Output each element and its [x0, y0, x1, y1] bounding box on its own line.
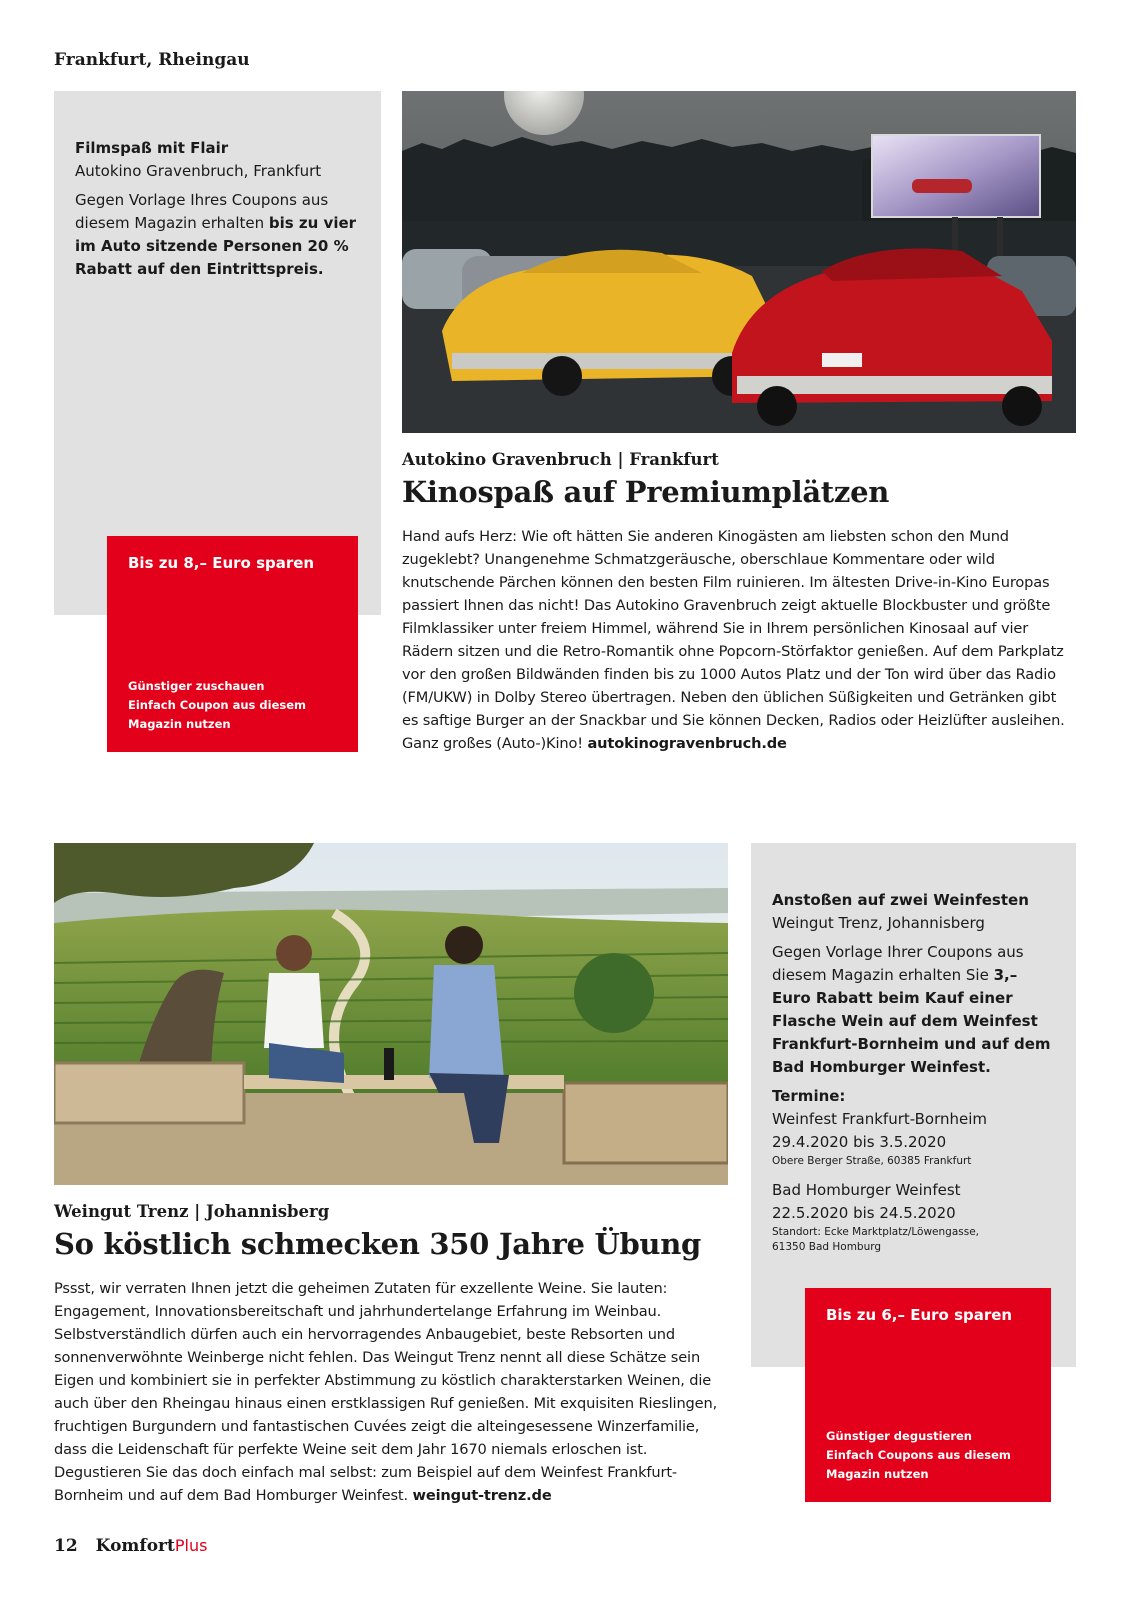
drive-in-cinema-photo: [402, 91, 1076, 433]
coupon-location: Weingut Trenz, Johannisberg: [772, 914, 985, 932]
coupon-text-cinema: [54, 115, 381, 305]
article-cinema: [402, 450, 1076, 755]
savings-fineprint: Günstiger degustieren Einfach Coupons aus diesem Magazin nutzen: [826, 1429, 1011, 1481]
coupon-title: Anstoßen auf zwei Weinfesten: [772, 891, 1029, 909]
drive-in-cinema-illustration: [402, 91, 1076, 433]
article-winery: [54, 1202, 728, 1507]
event-1-address: Obere Berger Straße, 60385 Frankfurt: [772, 1155, 972, 1167]
coupon-description: Gegen Vorlage Ihrer Coupons aus diesem Magazin erhalten Sie 3,– Euro Rabatt beim Kauf einer Flasche Wein auf dem Weinfest Frankfurt-Bornheim und auf dem Bad Homburger Weinfest.: [772, 943, 1051, 1076]
event-2-date: 22.5.2020 bis 24.5.2020: [772, 1204, 956, 1222]
event-2-name: Bad Homburger Weinfest: [772, 1181, 961, 1199]
brand-plus: Plus: [174, 1536, 208, 1555]
termine-label: Termine:: [772, 1087, 846, 1105]
coupon-description: Gegen Vorlage Ihres Coupons aus diesem Magazin erhalten bis zu vier im Auto sitzende Personen 20 % Rabatt auf den Eintrittspreis.: [75, 191, 357, 278]
event-2-address: Standort: Ecke Marktplatz/Löwengasse, 61350 Bad Homburg: [772, 1226, 980, 1253]
article-title: Kinospaß auf Premiumplätzen: [402, 475, 890, 509]
article-link[interactable]: autokinogravenbruch.de: [587, 735, 787, 752]
vineyard-illustration: [54, 843, 728, 1185]
region-heading: Frankfurt, Rheingau: [54, 50, 250, 70]
article-title: So köstlich schmecken 350 Jahre Übung: [54, 1227, 701, 1261]
article-kicker: Autokino Gravenbruch | Frankfurt: [402, 450, 719, 469]
savings-fineprint: Günstiger zuschauen Einfach Coupon aus diesem Magazin nutzen: [128, 679, 307, 731]
event-1-date: 29.4.2020 bis 3.5.2020: [772, 1133, 947, 1151]
article-kicker: Weingut Trenz | Johannisberg: [54, 1202, 330, 1221]
coupon-text-winery: [751, 867, 1076, 1283]
coupon-savings-box-winery[interactable]: [805, 1288, 1051, 1502]
event-1-name: Weinfest Frankfurt-Bornheim: [772, 1110, 988, 1128]
savings-label: Bis zu 8,– Euro sparen: [128, 554, 315, 572]
coupon-location: Autokino Gravenbruch, Frankfurt: [75, 162, 322, 180]
coupon-savings-box-cinema[interactable]: [107, 536, 358, 752]
coupon-title: Filmspaß mit Flair: [75, 139, 229, 157]
brand-name: Komfort: [95, 1536, 175, 1556]
article-link[interactable]: weingut-trenz.de: [412, 1487, 552, 1504]
page-footer: [54, 1536, 207, 1556]
page-number: 12: [54, 1536, 78, 1556]
vineyard-couple-photo: [54, 843, 728, 1185]
article-body: Pssst, wir verraten Ihnen jetzt die geheimen Zutaten für exzellente Weine. Sie lauten: Engagement, Innovationsbereitschaft und jahrhundertelange Erfahrung im Weinbau. Selbstverständlich dürfen auch ein hervorragendes Anbaugebiet, beste Rebsorten und sonnenverwöhnte Weinberge nicht fehlen. Das Weingut Trenz nennt all diese Schätze sein Eigen und kombiniert sie in perfekter Abstimmung zu köstlich charakterstarken Weinen, die auch über den Rheingau hinaus einen erstklassigen Ruf genießen. Mit exquisiten Rieslingen, fruchtigen Burgundern und fantastischen Cuvées zeigt die alteingesessene Winzerfamilie, dass die Leidenschaft für perfekte Weine seit dem Jahr 1670 niemals erloschen ist. Degustieren Sie das doch einfach mal selbst: zum Beispiel auf dem Weinfest Frankfurt-Bornheim und auf dem Bad Homburger Weinfest. weingut-trenz.de: [54, 1280, 718, 1504]
article-body: Hand aufs Herz: Wie oft hätten Sie anderen Kinogästen am liebsten schon den Mund zugeklebt? Unangenehme Schmatzgeräusche, oberschlaue Kommentare oder wild knutschende Pärchen können den besten Film ruinieren. Im ältesten Drive-in-Kino Europas passiert Ihnen das nicht! Das Autokino Gravenbruch zeigt aktuelle Blockbuster und größte Filmklassiker unter freiem Himmel, während Sie in Ihrem persönlichen Kinosaal auf vier Rädern sitzen und die Retro-Romantik ohne Popcorn-Störfaktor genießen. Auf dem Parkplatz vor den großen Bildwänden finden bis zu 1000 Autos Platz und der Ton wird über das Radio (FM/UKW) in Dolby Stereo übertragen. Neben den üblichen Süßigkeiten und Getränken gibt es saftige Burger an der Snackbar und Sie können Decken, Radios oder Heizlüfter ausleihen. Ganz großes (Auto-)Kino! autokinogravenbruch.de: [402, 528, 1065, 752]
savings-label: Bis zu 6,– Euro sparen: [826, 1306, 1013, 1324]
